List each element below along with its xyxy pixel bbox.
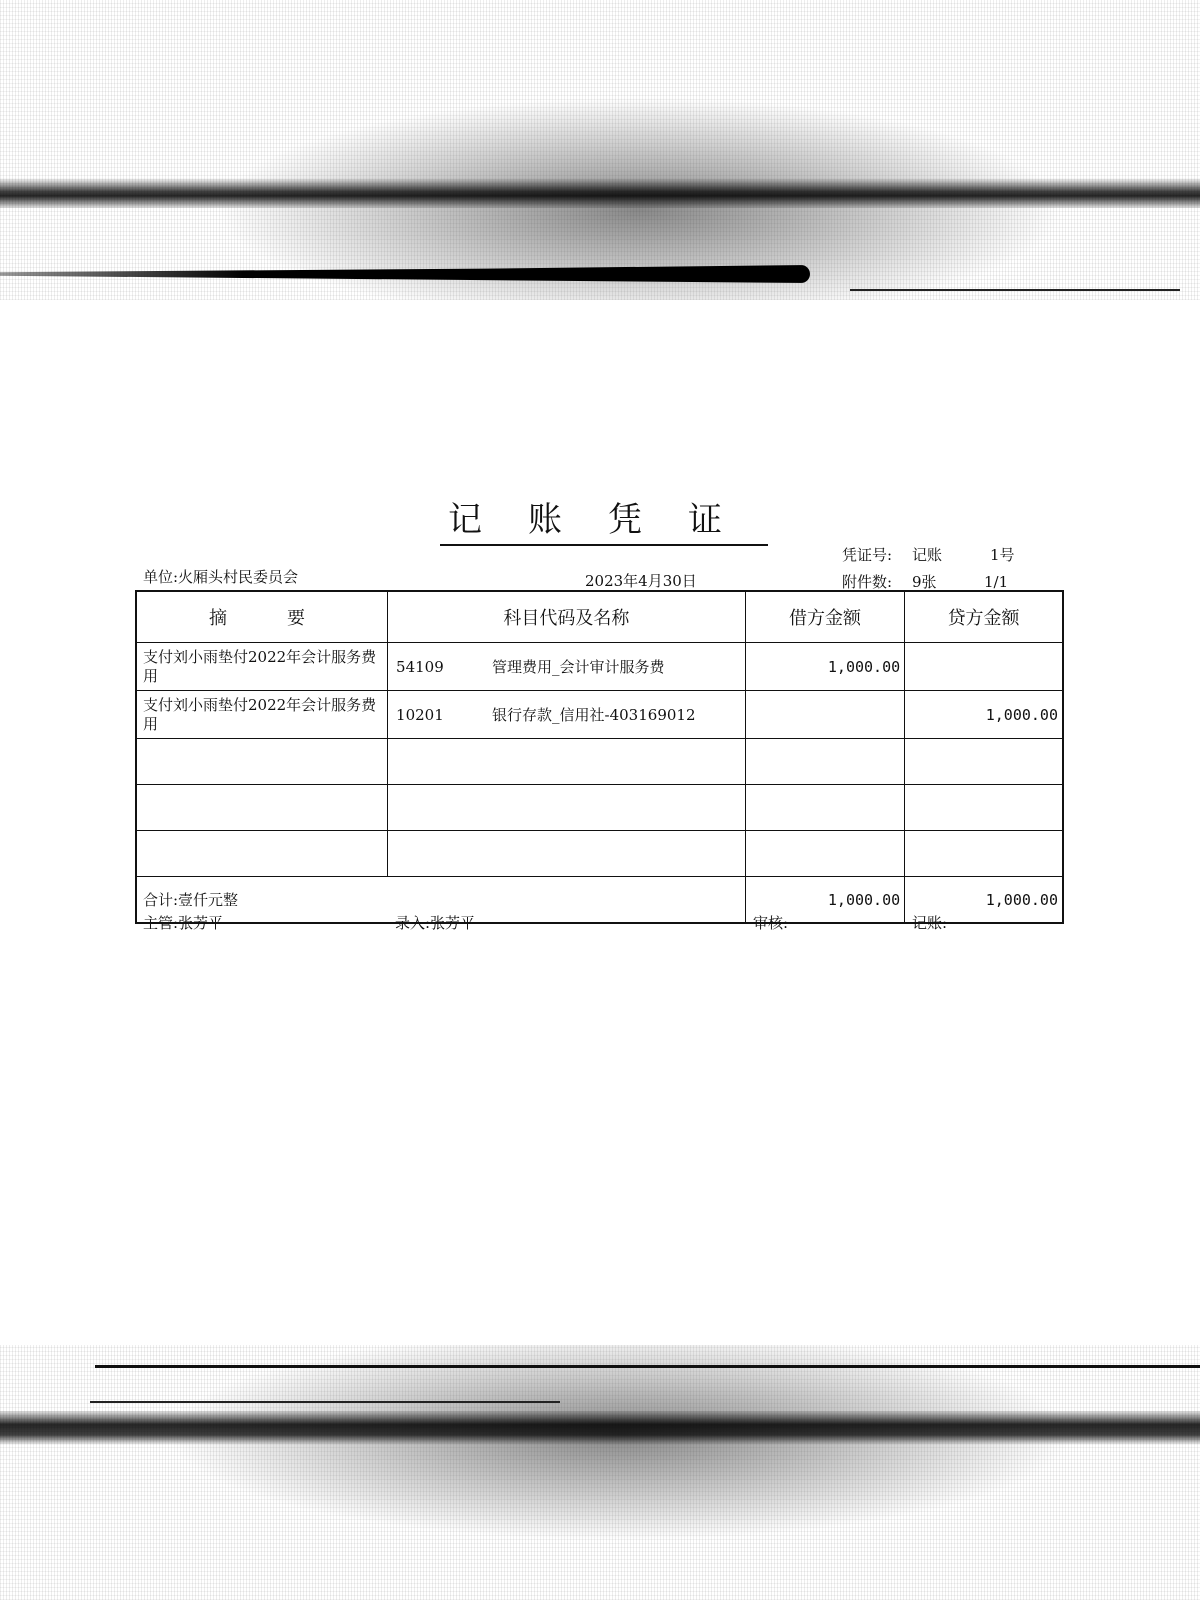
account-code: 54109: [396, 658, 444, 676]
row-debit: [745, 691, 904, 739]
supervisor-signature: 主管:张芳平: [143, 914, 224, 932]
header-summary: 摘要: [136, 591, 388, 643]
empty-row: [136, 739, 1063, 785]
voucher-date: 2023年4月30日: [585, 572, 697, 590]
row-debit: 1,000.00: [745, 643, 904, 691]
header-debit: 借方金额: [745, 591, 904, 643]
bookkeeper-signature: 记账:: [912, 914, 948, 932]
header-account: 科目代码及名称: [388, 591, 746, 643]
table-row: [136, 691, 1063, 739]
review-signature: 审核:: [753, 914, 789, 932]
empty-row: [136, 785, 1063, 831]
row-credit: [905, 643, 1063, 691]
header-credit: 贷方金额: [905, 591, 1063, 643]
row-account: [388, 691, 746, 739]
account-code: 10201: [396, 706, 444, 724]
voucher-number-value: 1号: [990, 546, 1015, 564]
row-account: [388, 643, 746, 691]
entry-signature: 录入:张芳平: [395, 914, 476, 932]
account-name: 银行存款_信用社-403169012: [492, 706, 696, 724]
table-header-row: [136, 591, 1063, 643]
row-summary: 支付刘小雨垫付2022年会计服务费用: [136, 691, 388, 739]
row-credit: 1,000.00: [905, 691, 1063, 739]
voucher-number-type: 记账: [912, 546, 943, 564]
voucher-table: [135, 590, 1064, 924]
attachments-value: 9张: [912, 573, 937, 591]
unit-name: 单位:火厢头村民委员会: [143, 568, 299, 586]
table-row: [136, 643, 1063, 691]
attachments-label: 附件数:: [842, 573, 893, 591]
voucher-number-label: 凭证号:: [842, 546, 893, 564]
page-indicator: 1/1: [984, 573, 1009, 591]
account-name: 管理费用_会计审计服务费: [492, 658, 665, 676]
total-label: 合计:壹仟元整: [136, 877, 745, 924]
row-summary: 支付刘小雨垫付2022年会计服务费用: [136, 643, 388, 691]
voucher-title: 记账凭证: [440, 500, 768, 546]
total-credit: 1,000.00: [905, 877, 1063, 924]
empty-row: [136, 831, 1063, 877]
total-debit: 1,000.00: [745, 877, 904, 924]
